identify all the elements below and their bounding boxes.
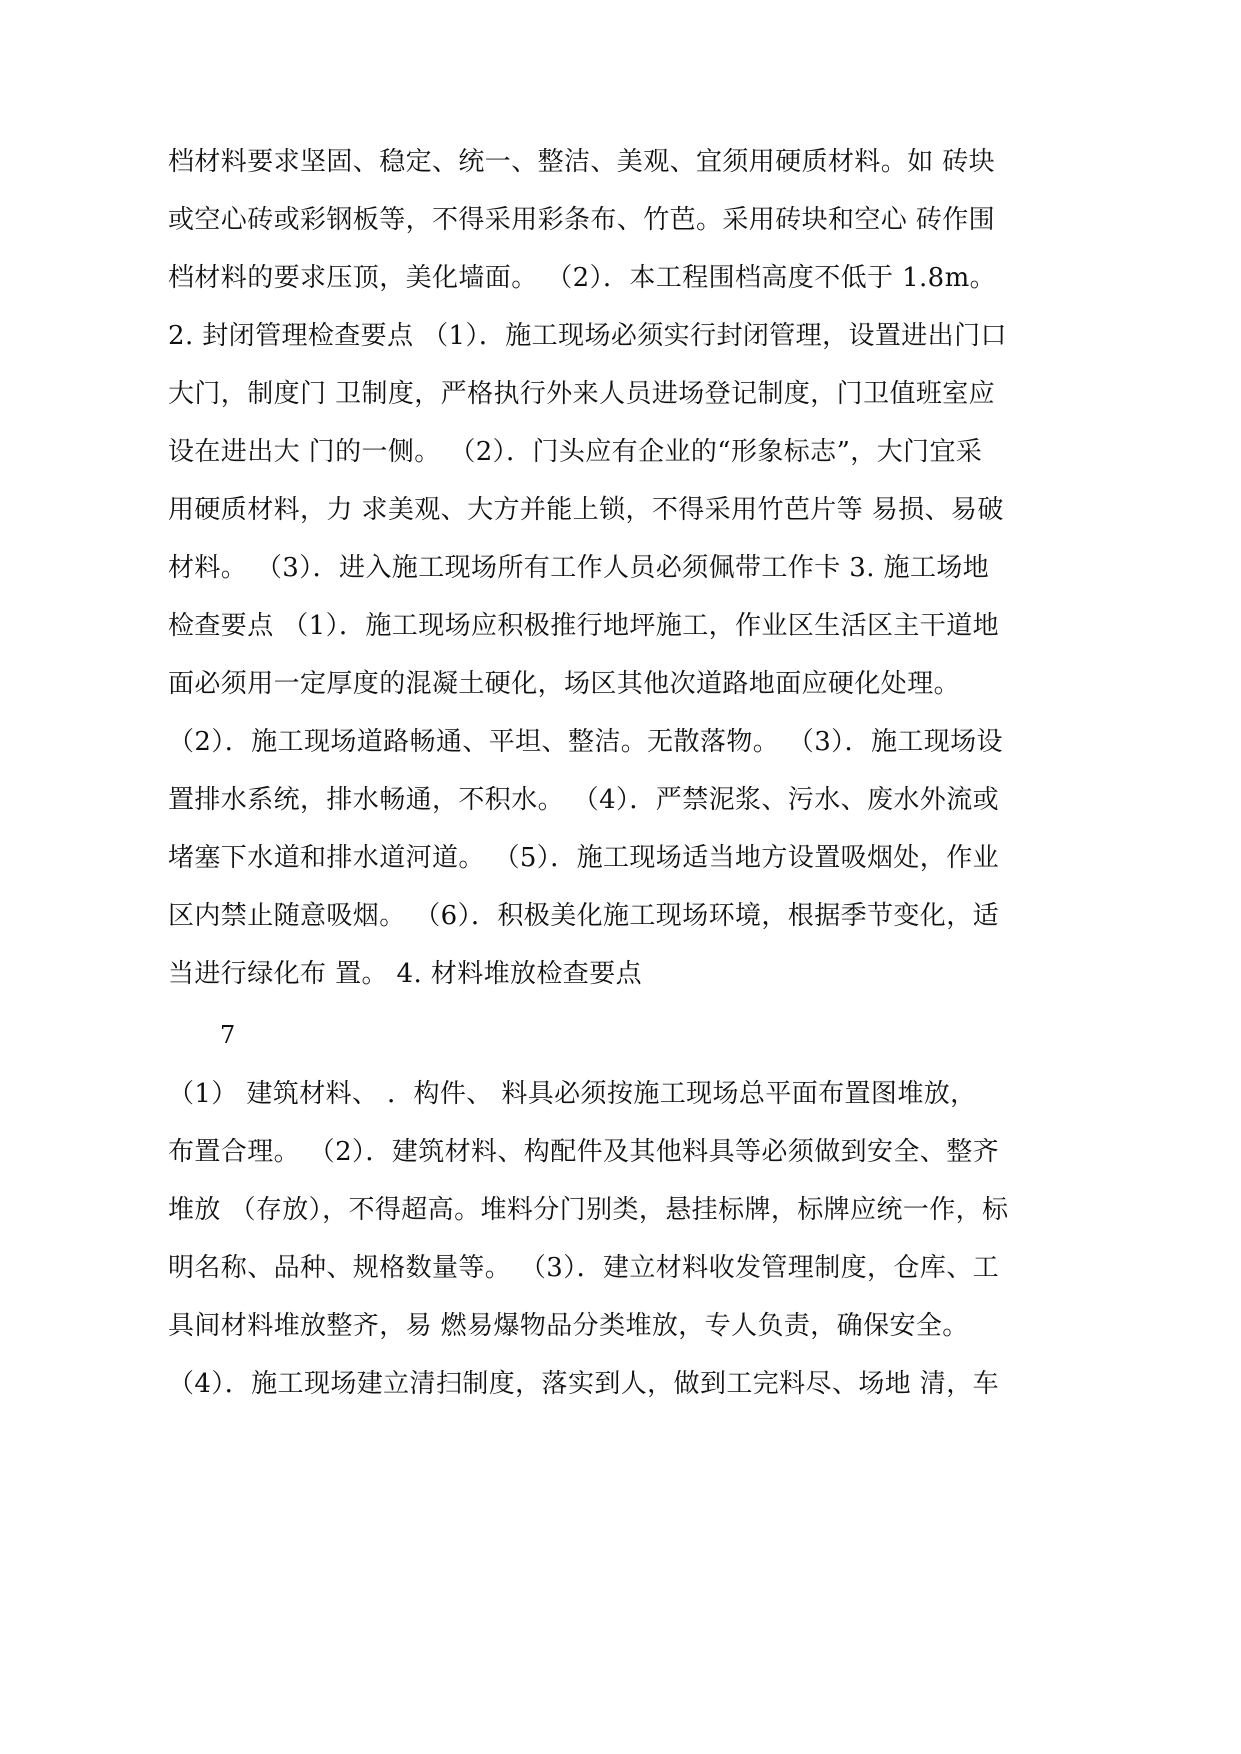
text-line: （4）．施工现场建立清扫制度，落实到人，做到工完料尽、场地 清，车: [168, 1369, 1000, 1399]
text-line: 区内禁止随意吸烟。 （6）．积极美化施工现场环境，根据季节变化，适: [168, 901, 1000, 931]
text-line: 面必须用一定厚度的混凝土硬化，场区其他次道路地面应硬化处理。: [168, 669, 961, 699]
text-line: 检查要点 （1）．施工现场应积极推行地坪施工，作业区生活区主干道地: [168, 611, 1000, 641]
text-line: 2. 封闭管理检查要点 （1）．施工现场必须实行封闭管理，设置进出门口: [168, 321, 1007, 351]
text-line: 档材料要求坚固、稳定、统一、整洁、美观、宜须用硬质材料。如 砖块: [168, 147, 996, 177]
text-line: 档材料的要求压顶，美化墙面。 （2）．本工程围档高度不低于 1.8m。: [168, 263, 997, 293]
text-line: 大门，制度门 卫制度，严格执行外来人员进场登记制度，门卫值班室应: [168, 379, 996, 409]
text-line: 或空心砖或彩钢板等，不得采用彩条布、竹芭。采用砖块和空心 砖作围: [168, 205, 996, 235]
text-line: 堆放 （存放），不得超高。堆料分门别类，悬挂标牌，标牌应统一作，标: [168, 1195, 1009, 1225]
text-line: 材料。 （3）．进入施工现场所有工作人员必须佩带工作卡 3. 施工场地: [168, 553, 990, 583]
text-line: 用硬质材料，力 求美观、大方并能上锁，不得采用竹芭片等 易损、易破: [168, 495, 1004, 525]
text-line: 明名称、品种、规格数量等。 （3）．建立材料收发管理制度，仓库、工: [168, 1253, 1000, 1283]
text-line: 堵塞下水道和排水道河道。 （5）．施工现场适当地方设置吸烟处，作业: [168, 843, 1000, 873]
text-line: 当进行绿化布 置。 4. 材料堆放检查要点: [168, 959, 643, 989]
text-line: 置排水系统，排水畅通，不积水。 （4）．严禁泥浆、污水、废水外流或: [168, 785, 1000, 815]
text-line: （2）．施工现场道路畅通、平坦、整洁。无散落物。 （3）．施工现场设: [168, 727, 1003, 757]
text-line: 设在进出大 门的一侧。 （2）．门头应有企业的“形象标志”，大门宜采: [168, 437, 983, 467]
page-number: 7: [220, 1021, 236, 1049]
text-line: 布置合理。 （2）．建筑材料、构配件及其他料具等必须做到安全、整齐: [168, 1137, 1000, 1167]
text-line: （1） 建筑材料、 ．构件、 料具必须按施工现场总平面布置图堆放，: [168, 1079, 977, 1109]
text-line: 具间材料堆放整齐，易 燃易爆物品分类堆放，专人负责，确保安全。: [168, 1311, 969, 1341]
